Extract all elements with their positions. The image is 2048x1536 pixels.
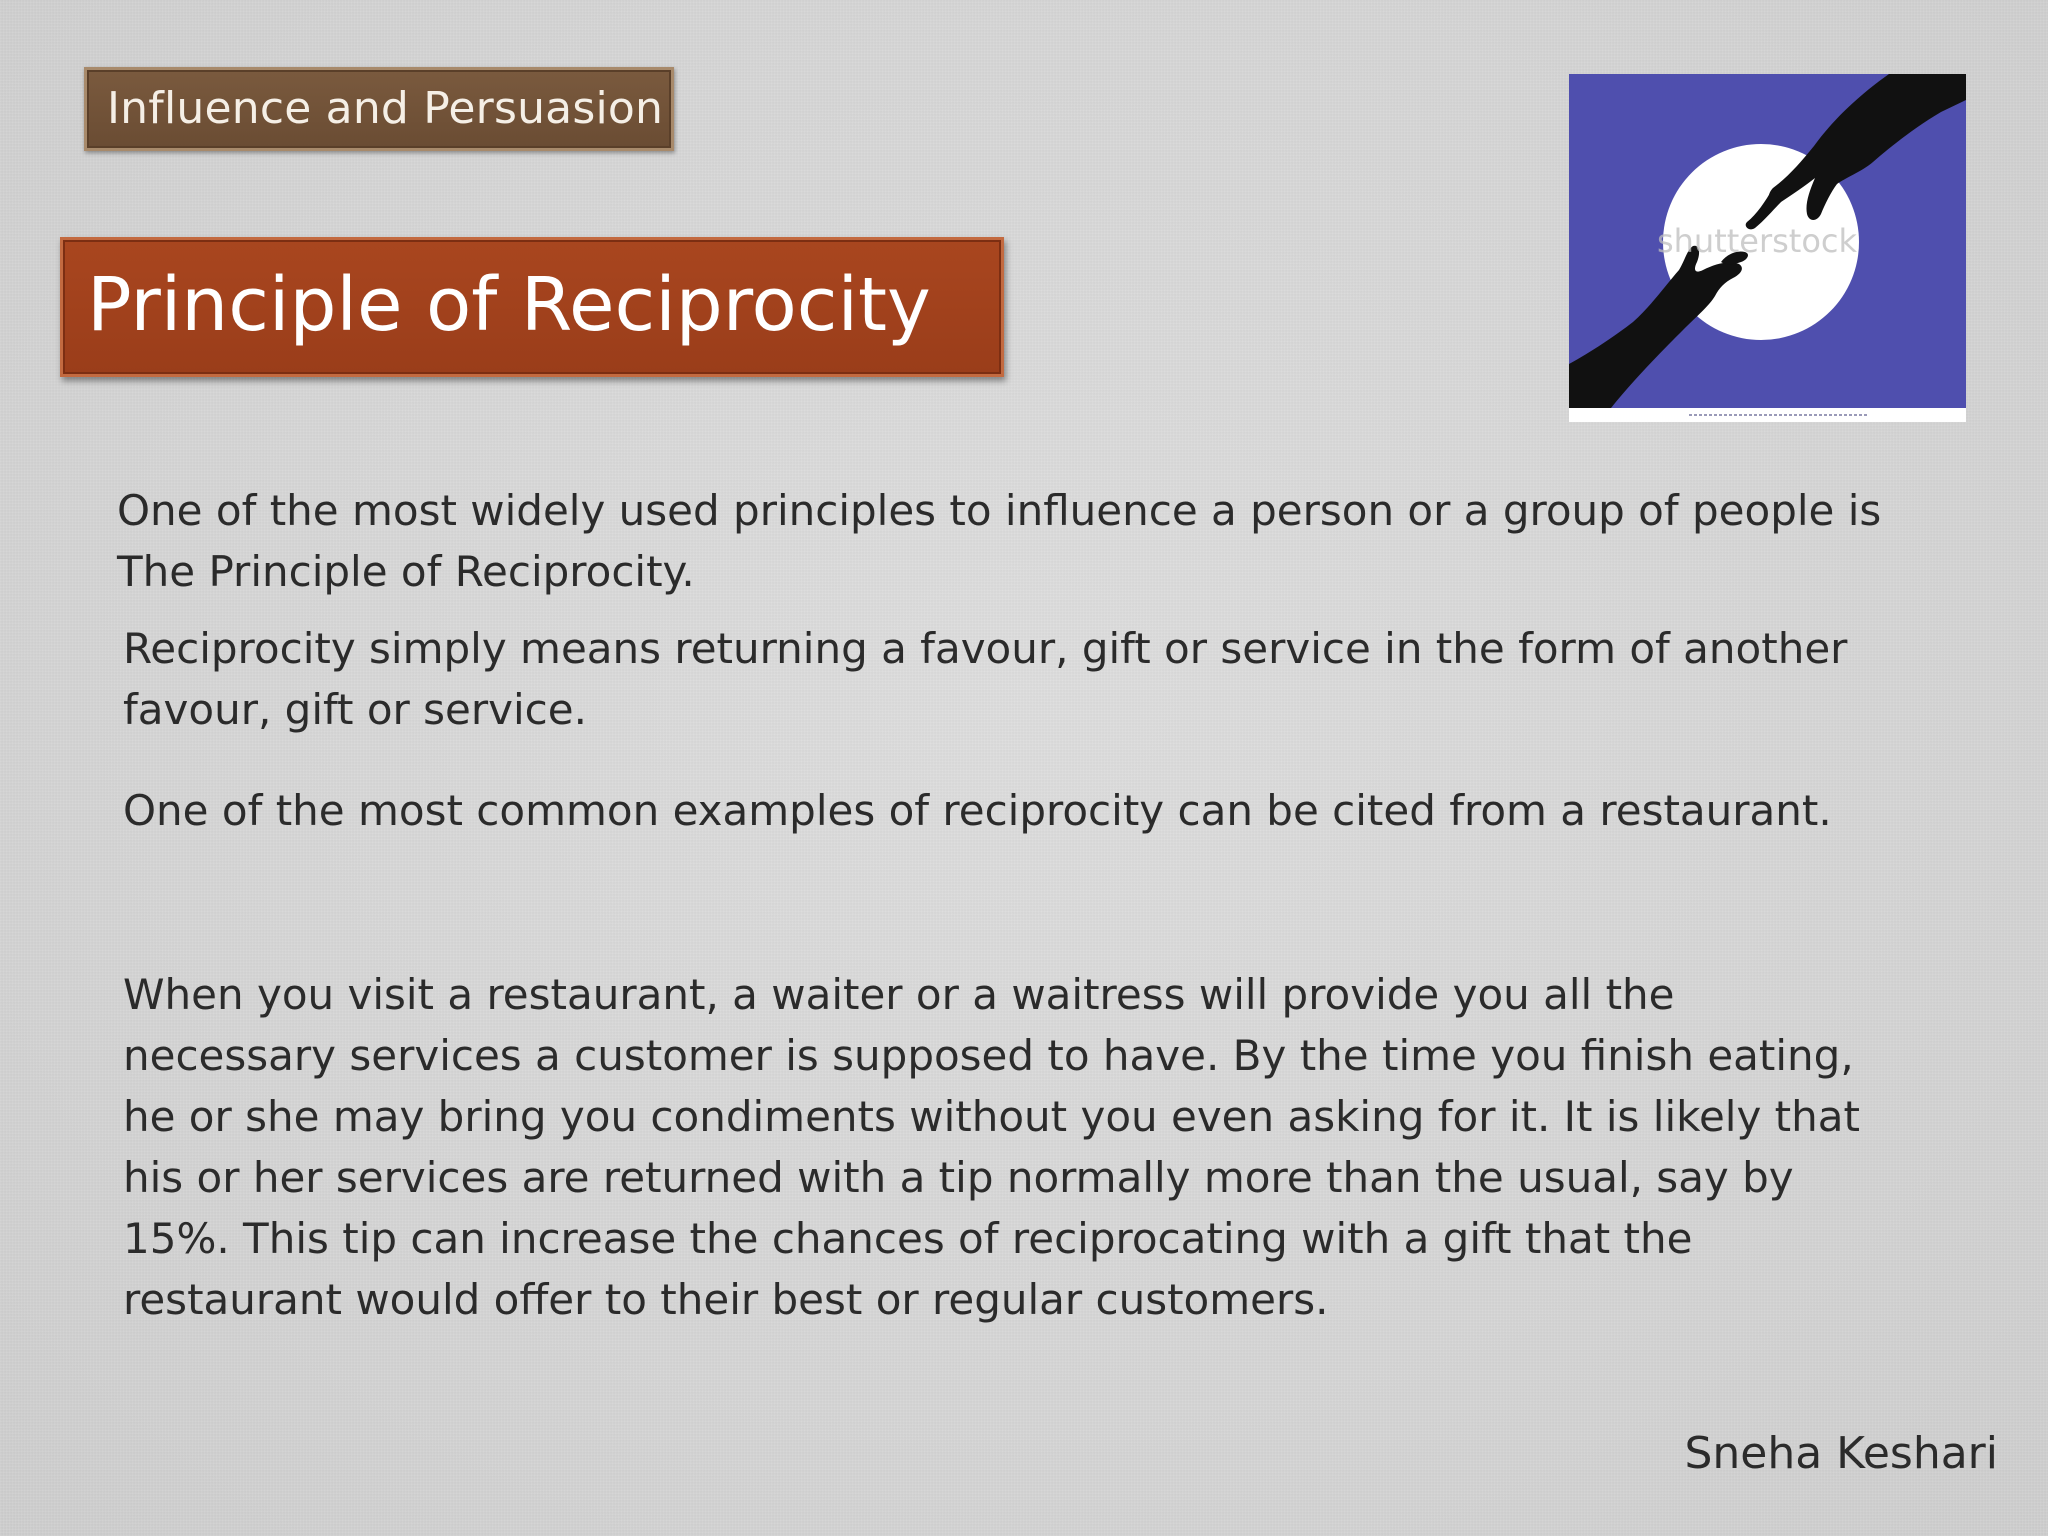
text-line: restaurant would offer to their best or regular customers. <box>123 1275 1329 1324</box>
slide-title: Principle of Reciprocity <box>60 237 1004 377</box>
text-line: One of the most widely used principles to influence a person or a group of people is <box>117 486 1882 535</box>
text-line: The Principle of Reciprocity. <box>117 547 695 596</box>
author-name: Sneha Keshari <box>1684 1428 1998 1479</box>
text-line: favour, gift or service. <box>123 685 587 734</box>
example-intro-paragraph <box>123 780 2003 841</box>
subject-tag: Influence and Persuasion <box>84 67 674 151</box>
text-line: necessary services a customer is supposed to have. By the time you finish eating, <box>123 1031 1854 1080</box>
watermark-text: shutterstock <box>1656 222 1858 260</box>
restaurant-example-paragraph <box>123 964 2003 1330</box>
definition-paragraph <box>123 618 2003 740</box>
text-line: When you visit a restaurant, a waiter or a waitress will provide you all the <box>123 970 1675 1019</box>
text-line: One of the most common examples of reciprocity can be cited from a restaurant. <box>123 786 1832 835</box>
text-line: 15%. This tip can increase the chances of reciprocating with a gift that the <box>123 1214 1693 1263</box>
text-line: he or she may bring you condiments without you even asking for it. It is likely that <box>123 1092 1860 1141</box>
intro-paragraph <box>117 480 1997 602</box>
text-line: his or her services are returned with a tip normally more than the usual, say by <box>123 1153 1794 1202</box>
text-line: Reciprocity simply means returning a favour, gift or service in the form of another <box>123 624 1848 673</box>
reciprocity-illustration <box>1569 74 1966 422</box>
